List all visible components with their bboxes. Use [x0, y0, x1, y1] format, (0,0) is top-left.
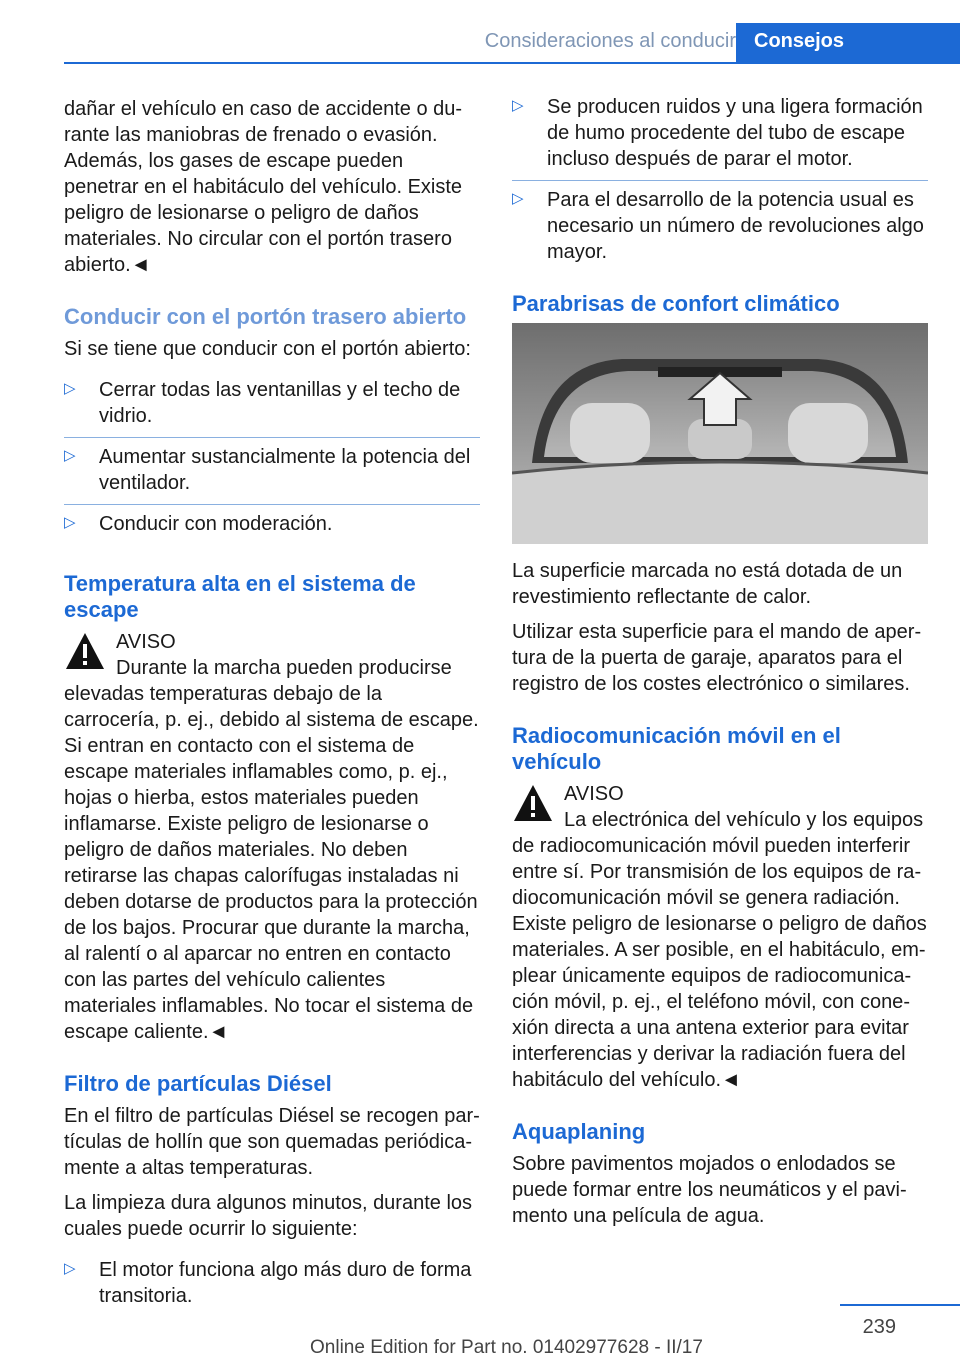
header-section-title: Consideraciones al conducir [484, 30, 736, 52]
list-item: ▷ Se producen ruidos y una ligera formación de humo procedente del tubo de escape incluso después de parar el motor. [512, 88, 928, 181]
bullet-triangle-icon: ▷ [64, 380, 76, 397]
windshield-paragraph-1: La superficie marcada no está dotada de un revestimiento reflectante de calor. [512, 560, 903, 608]
list-item: ▷ Aumentar sustancialmente la potencia del ventilador. [64, 438, 480, 505]
bullet-triangle-icon: ▷ [64, 514, 76, 531]
warning-mobile-radio [512, 781, 928, 1093]
bullet-triangle-icon: ▷ [512, 190, 524, 207]
header-rule [64, 62, 960, 64]
warning-triangle-icon [512, 783, 554, 823]
open-tailgate-text: Si se tiene que conducir con el portón abierto: [64, 338, 471, 360]
right-column [512, 96, 928, 1238]
warning-first-line: Durante la marcha pueden producirse [116, 657, 452, 679]
warning-text: elevadas temperaturas debajo de la carrocería, p. ej., debido al sistema de escape. Si entran en contacto con el sistema de escape materiales inflamables como, p. ej., hojas o hierba, estos materiales pueden inflamarse. Existe peligro de lesionarse o peligro de daños materiales. No deben retirarse las chapas calorífugas instaladas ni deben dotarse de productos para la protección de los bajos. Procurar que durante la marcha, al ralentí o al aparcar no entren en contacto con las partes del vehículo calientes materiales inflamables. No tocar el sistema de escape caliente.◄ [64, 683, 479, 1043]
warning-label: AVISO [564, 783, 624, 805]
diesel-filter-paragraph-1: En el filtro de partículas Diésel se recogen partículas de hollín que son quemadas periódicamente a altas temperaturas. [64, 1105, 480, 1179]
diesel-filter-paragraph-2: La limpieza dura algunos minutos, durante los cuales puede ocurrir lo siguiente: [64, 1192, 473, 1240]
diesel-filter-list-continued [512, 88, 928, 273]
footer-edition: Online Edition for Part no. 01402977628 - II/17 [310, 1337, 703, 1358]
page-number: 239 [862, 1316, 896, 1338]
bullet-triangle-icon: ▷ [64, 1260, 76, 1277]
bullet-triangle-icon: ▷ [64, 447, 76, 464]
windshield-photo [512, 323, 928, 544]
list-item: ▷ El motor funciona algo más duro de forma transitoria. [64, 1259, 472, 1307]
aquaplaning-paragraph: Sobre pavimentos mojados o enlodados se puede formar entre los neumáticos y el pavimento una película de agua. [512, 1153, 907, 1227]
heading-mobile-radio: Radiocomunicación móvil en el vehículo [512, 723, 841, 774]
left-column [64, 96, 480, 1323]
heading-windshield: Parabrisas de confort climático [512, 291, 840, 316]
intro-paragraph: dañar el vehículo en caso de accidente o durante las maniobras de frenado o evasión. Además, los gases de escape pueden penetrar en el habitáculo del vehículo. Existe peligro de lesionarse o peligro de daños materiales. No circular con el portón trasero abierto.◄ [64, 98, 463, 276]
diesel-filter-list [64, 1251, 480, 1317]
open-tailgate-list [64, 371, 480, 545]
warning-triangle-icon [64, 631, 106, 671]
warning-label: AVISO [116, 631, 176, 653]
header-chapter-tab: Consejos [736, 23, 960, 62]
heading-open-tailgate: Conducir con el portón trasero abierto [64, 304, 467, 329]
heading-aquaplaning: Aquaplaning [512, 1119, 646, 1144]
list-item: ▷ Para el desarrollo de la potencia usual es necesario un número de revoluciones algo mayor. [512, 189, 924, 263]
list-item: ▷ Conducir con moderación. [64, 513, 333, 535]
bullet-triangle-icon: ▷ [512, 97, 524, 114]
warning-first-line: La electrónica del vehículo y los equipos [564, 809, 924, 831]
windshield-paragraph-2: Utilizar esta superficie para el mando de apertura de la puerta de garaje, aparatos para el registro de los costes electrónico o similares. [512, 621, 922, 695]
warning-text: de radiocomunicación móvil pueden interferir entre sí. Por transmisión de los equipos de radiocomunicación móvil se genera radiación. Existe peligro de lesionarse o peligro de daños materiales. A ser posible, en el habitáculo, emplear únicamente equipos de radiocomunicación móvil, p. ej., el teléfono móvil, con conexión directa a una antena exterior para evitar interferencias y derivar la radiación fuera del habitáculo del vehículo.◄ [512, 835, 927, 1091]
heading-diesel-filter: Filtro de partículas Diésel [64, 1071, 332, 1096]
warning-exhaust [64, 629, 480, 1045]
heading-exhaust-temperature: Temperatura alta en el sistema de escape [64, 571, 416, 622]
footer-rule [840, 1304, 960, 1306]
list-item: ▷ Cerrar todas las ventanillas y el techo de vidrio. [64, 371, 480, 438]
